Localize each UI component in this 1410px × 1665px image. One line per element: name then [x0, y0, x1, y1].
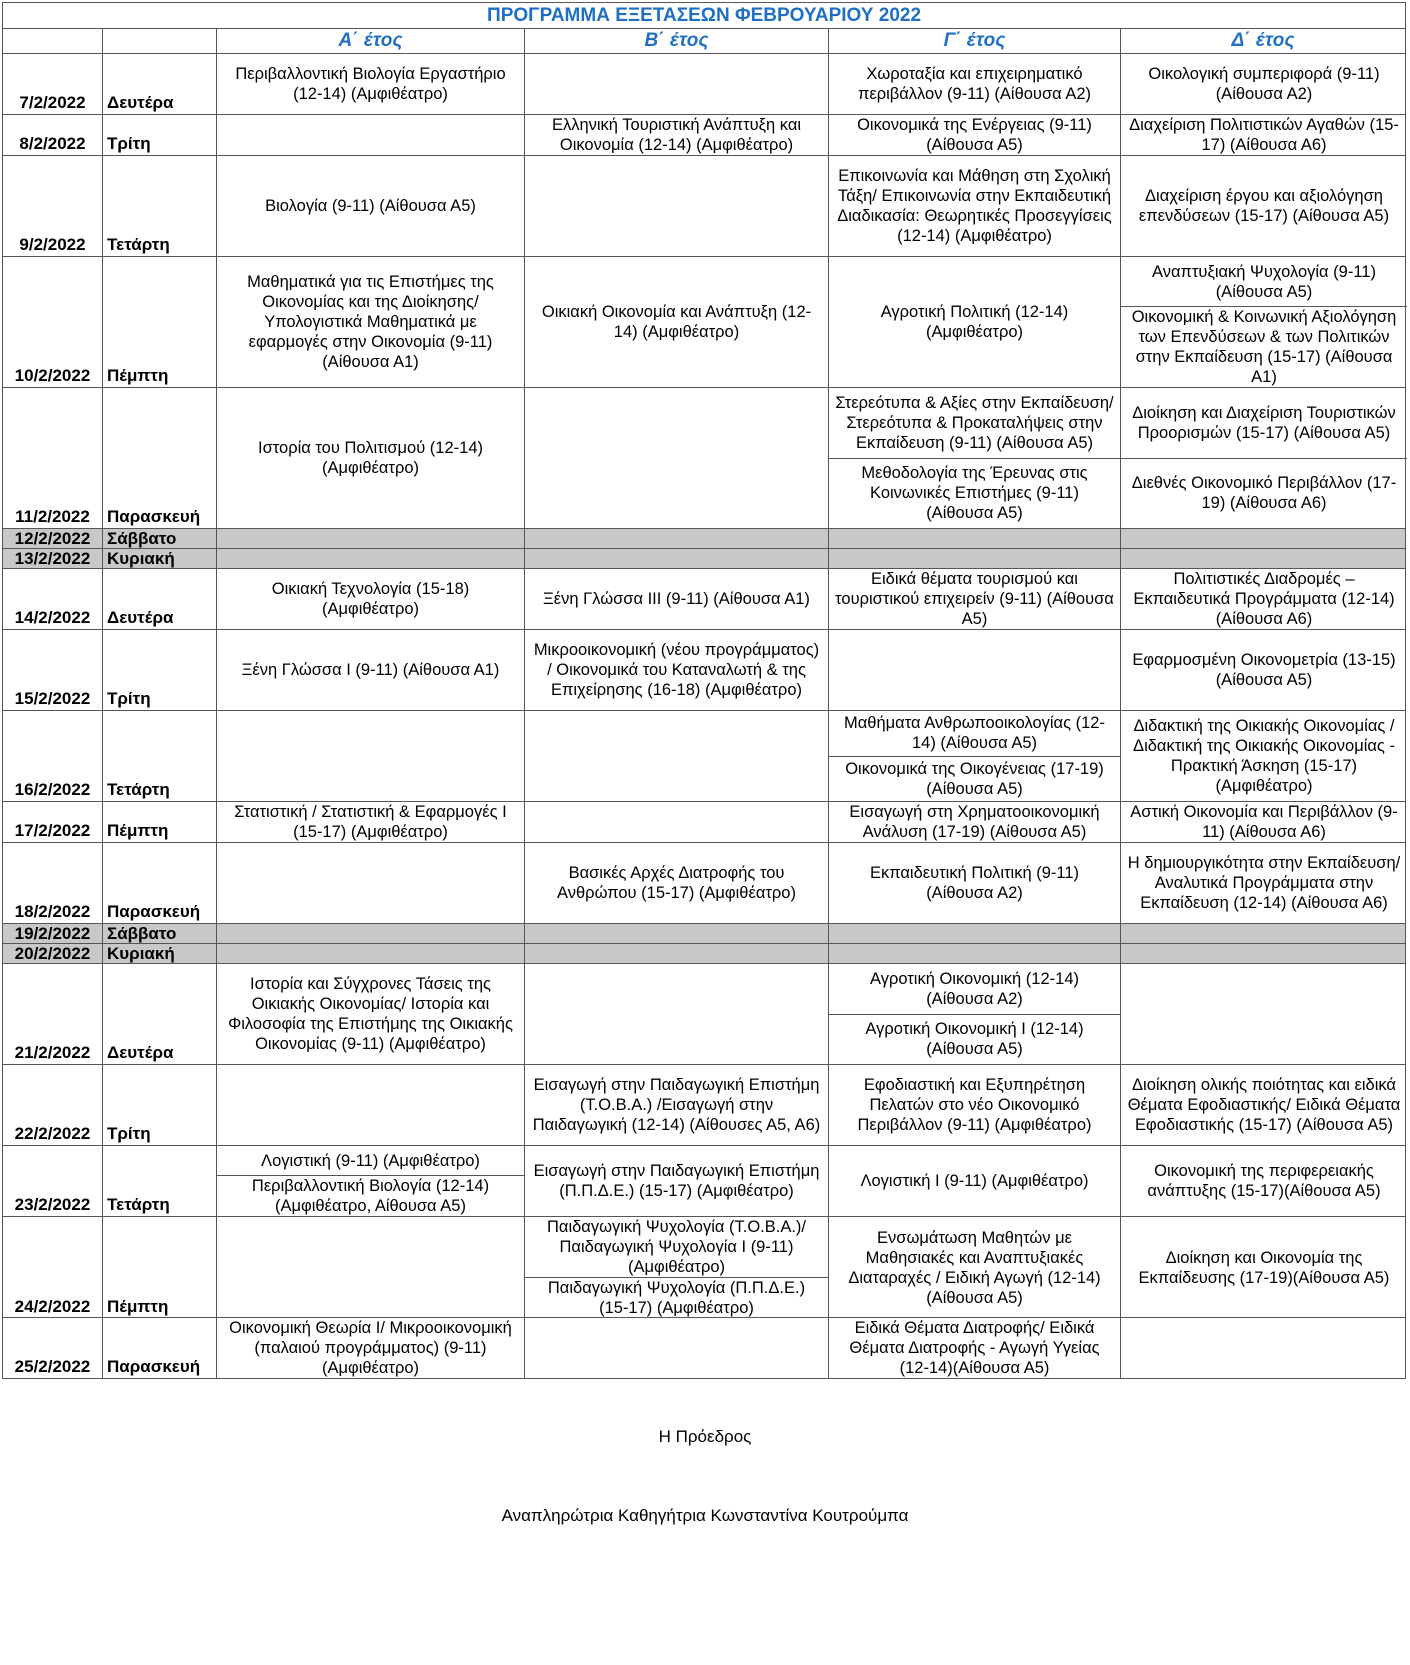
exam-entry: Η δημιουργικότητα στην Εκπαίδευση/ Αναλυτικά Προγράμματα στην Εκπαίδευση (12-14) (Αίθουσα Α6) — [1127, 854, 1401, 912]
date-cell: 14/2/2022 — [3, 569, 103, 629]
header-year-c: Γ΄ έτος — [828, 28, 1120, 53]
header-year-d: Δ΄ έτος — [1120, 28, 1406, 53]
date-cell: 15/2/2022 — [3, 630, 103, 710]
exam-entry: Διοίκηση ολικής ποιότητας και ειδικά Θέματα Εφοδιαστικής/ Ειδικά Θέματα Εφοδιαστικής (15-17) (Αίθουσα Α5) — [1127, 1076, 1401, 1134]
year-c-column — [829, 924, 1121, 945]
exam-entry: Επικοινωνία και Μάθηση στη Σχολική Τάξη/ Επικοινωνία στην Εκπαιδευτική Διαδικασία: Θεωρητικές Προσεγγίσεις (12-14) (Αμφιθέατρο) — [837, 167, 1112, 245]
day-row — [2, 53, 1406, 114]
year-c-column — [829, 388, 1121, 528]
exam-entry: Πολιτιστικές Διαδρομές – Εκπαιδευτικά Προγράμματα (12-14) (Αίθουσα Α6) — [1133, 570, 1395, 628]
date-cell: 9/2/2022 — [3, 156, 103, 256]
year-b-column — [525, 549, 829, 570]
year-b-column — [525, 964, 829, 1064]
weekday-cell: Τρίτη — [103, 630, 217, 710]
year-b-column — [525, 54, 829, 114]
day-row — [2, 256, 1406, 387]
weekday-cell: Τετάρτη — [103, 1146, 217, 1216]
year-a-column — [217, 569, 525, 629]
weekday-cell: Τετάρτη — [103, 156, 217, 256]
weekday-cell: Δευτέρα — [103, 569, 217, 629]
day-row — [2, 710, 1406, 801]
date-cell: 13/2/2022 — [3, 549, 103, 570]
date-cell: 17/2/2022 — [3, 802, 103, 842]
exam-entry: Εισαγωγή στην Παιδαγωγική Επιστήμη (Π.Π.Δ.Ε.) (15-17) (Αμφιθέατρο) — [533, 1162, 820, 1200]
date-cell: 20/2/2022 — [3, 944, 103, 965]
exam-entry: Ελληνική Τουριστική Ανάπτυξη και Οικονομία (12-14) (Αμφιθέατρο) — [551, 116, 802, 154]
date-cell: 10/2/2022 — [3, 257, 103, 387]
exam-entry: Οικονομική Θεωρία Ι/ Μικροοικονομική (παλαιού προγράμματος) (9-11) (Αμφιθέατρο) — [229, 1319, 512, 1377]
weekday-cell: Σάββατο — [103, 529, 217, 550]
year-d-column — [1121, 1065, 1407, 1145]
date-cell: 18/2/2022 — [3, 843, 103, 923]
exam-entry: Λογιστική Ι (9-11) (Αμφιθέατρο) — [860, 1172, 1089, 1190]
day-row — [2, 629, 1406, 710]
day-row — [2, 568, 1406, 629]
exam-entry: Μαθήματα Ανθρωποοικολογίας (12-14) (Αίθουσα Α5) — [844, 714, 1105, 753]
year-b-column — [525, 1217, 829, 1318]
exam-entry: Εκπαιδευτική Πολιτική (9-11) (Αίθουσα Α2) — [869, 864, 1080, 902]
signature-name: Αναπληρώτρια Καθηγήτρια Κωνσταντίνα Κουτρούμπα — [501, 1506, 909, 1525]
weekday-cell: Παρασκευή — [103, 1318, 217, 1378]
year-c-column — [829, 711, 1121, 801]
weekday-cell: Τρίτη — [103, 115, 217, 155]
exam-entry: Χωροταξία και επιχειρηματικό περιβάλλον (9-11) (Αίθουσα Α2) — [857, 65, 1092, 103]
year-c-column — [829, 944, 1121, 965]
day-row — [2, 1317, 1406, 1379]
header-date-blank — [2, 28, 102, 53]
exam-entry: Ιστορία και Σύγχρονες Τάσεις της Οικιακής Οικονομίας/ Ιστορία και Φιλοσοφία της Επιστήμης της Οικιακής Οικονομίας (9-11) (Αμφιθέατρο) — [228, 975, 513, 1053]
exam-entry: Παιδαγωγική Ψυχολογία (Π.Π.Δ.Ε.) (15-17) (Αμφιθέατρο) — [525, 1277, 828, 1318]
day-row — [2, 528, 1406, 548]
year-b-column — [525, 156, 829, 256]
year-d-column — [1121, 54, 1407, 114]
exam-entry: Οικιακή Τεχνολογία (15-18) (Αμφιθέατρο) — [271, 580, 470, 618]
date-cell: 22/2/2022 — [3, 1065, 103, 1145]
year-b-column — [525, 1146, 829, 1216]
year-a-column — [217, 549, 525, 570]
year-c-column — [829, 54, 1121, 114]
year-a-column — [217, 1217, 525, 1318]
year-b-column — [525, 388, 829, 528]
day-row — [2, 1216, 1406, 1317]
exam-entry: Ιστορία του Πολιτισμού (12-14) (Αμφιθέατρο) — [257, 439, 483, 477]
year-a-column — [217, 630, 525, 710]
year-c-column — [829, 115, 1121, 155]
weekday-cell: Παρασκευή — [103, 843, 217, 923]
year-b-column — [525, 1318, 829, 1378]
weekday-cell: Παρασκευή — [103, 388, 217, 528]
day-row — [2, 842, 1406, 923]
exam-schedule-table — [2, 2, 1406, 1379]
schedule-title: ΠΡΟΓΡΑΜΜΑ ΕΞΕΤΑΣΕΩΝ ΦΕΒΡΟΥΑΡΙΟΥ 2022 — [2, 2, 1406, 28]
day-row — [2, 1064, 1406, 1145]
exam-entry: Αγροτική Οικονομική (12-14) (Αίθουσα Α2) — [869, 969, 1079, 1008]
weekday-cell: Κυριακή — [103, 944, 217, 965]
date-cell: 8/2/2022 — [3, 115, 103, 155]
year-c-column — [829, 529, 1121, 550]
weekday-cell: Πέμπτη — [103, 1217, 217, 1318]
exam-entry: Διοίκηση και Οικονομία της Εκπαίδευσης (17-19)(Αίθουσα Α5) — [1138, 1248, 1390, 1287]
year-c-column — [829, 843, 1121, 923]
year-c-column — [829, 1217, 1121, 1318]
day-row — [2, 155, 1406, 256]
exam-entry: Εφαρμοσμένη Οικονομετρία (13-15) (Αίθουσα Α5) — [1132, 651, 1396, 689]
year-d-column — [1121, 630, 1407, 710]
exam-entry: Περιβαλλοντική Βιολογία Εργαστήριο (12-14) (Αμφιθέατρο) — [235, 65, 506, 103]
year-d-column — [1121, 944, 1407, 965]
exam-entry: Βασικές Αρχές Διατροφής του Ανθρώπου (15-17) (Αμφιθέατρο) — [557, 864, 796, 902]
date-cell: 7/2/2022 — [3, 54, 103, 114]
year-d-column — [1121, 711, 1407, 801]
exam-entry: Αγροτική Πολιτική (12-14) (Αμφιθέατρο) — [880, 303, 1069, 341]
year-a-column — [217, 388, 525, 528]
exam-entry: Περιβαλλοντική Βιολογία (12-14) (Αμφιθέατρο, Αίθουσα Α5) — [217, 1175, 524, 1216]
header-year-a: Α΄ έτος — [216, 28, 524, 53]
year-c-column — [829, 569, 1121, 629]
exam-entry: Οικιακή Οικονομία και Ανάπτυξη (12-14) (Αμφιθέατρο) — [541, 303, 812, 341]
year-a-column — [217, 156, 525, 256]
date-cell: 16/2/2022 — [3, 711, 103, 801]
exam-entry: Διεθνές Οικονομικό Περιβάλλον (17-19) (Αίθουσα Α6) — [1121, 458, 1407, 529]
year-b-column — [525, 257, 829, 387]
signature-role: Η Πρόεδρος — [658, 1427, 752, 1446]
day-row — [2, 387, 1406, 528]
exam-entry: Στερεότυπα & Αξίες στην Εκπαίδευση/ Στερεότυπα & Προκαταλήψεις στην Εκπαίδευση (9-11) (Αίθουσα Α5) — [835, 393, 1114, 452]
year-a-column — [217, 1065, 525, 1145]
year-b-column — [525, 924, 829, 945]
year-b-column — [525, 711, 829, 801]
exam-entry: Διαχείριση έργου και αξιολόγηση επενδύσεων (15-17) (Αίθουσα Α5) — [1138, 187, 1390, 225]
year-d-column — [1121, 549, 1407, 570]
exam-entry: Μαθηματικά για τις Επιστήμες της Οικονομίας και της Διοίκησης/ Υπολογιστικά Μαθηματικά με εφαρμογές στην Οικονομία (9-11) (Αίθουσα Α1) — [247, 273, 494, 371]
exam-entry: Ενσωμάτωση Μαθητών με Μαθησιακές και Αναπτυξιακές Διαταραχές / Ειδική Αγωγή (12-14) (Αίθουσα Α5) — [848, 1228, 1101, 1307]
year-d-column — [1121, 529, 1407, 550]
exam-entry: Εφοδιαστική και Εξυπηρέτηση Πελατών στο νέο Οικονομικό Περιβάλλον (9-11) (Αμφιθέατρο) — [857, 1076, 1092, 1134]
year-c-column — [829, 802, 1121, 842]
exam-entry: Στατιστική / Στατιστική & Εφαρμογές Ι (15-17) (Αμφιθέατρο) — [234, 803, 507, 841]
year-d-column — [1121, 1217, 1407, 1318]
day-row — [2, 963, 1406, 1064]
year-a-column — [217, 802, 525, 842]
year-d-column — [1121, 964, 1407, 1064]
year-d-column — [1121, 388, 1407, 528]
exam-entry: Διαχείριση Πολιτιστικών Αγαθών (15-17) (Αίθουσα Α6) — [1129, 116, 1399, 154]
weekday-cell: Τρίτη — [103, 1065, 217, 1145]
year-c-column — [829, 257, 1121, 387]
exam-entry: Μικροοικονομική (νέου προγράμματος) / Οικονομικά του Καταναλωτή & της Επιχείρησης (16-18) (Αμφιθέατρο) — [533, 641, 820, 699]
exam-entry: Οικονομική & Κοινωνική Αξιολόγηση των Επενδύσεων & των Πολιτικών στην Εκπαίδευση (15-17) (Αίθουσα Α1) — [1121, 306, 1407, 387]
year-b-column — [525, 529, 829, 550]
weekday-cell: Σάββατο — [103, 924, 217, 945]
exam-entry: Οικονομική της περιφερειακής ανάπτυξης (15-17)(Αίθουσα Α5) — [1147, 1162, 1381, 1200]
exam-entry: Ξένη Γλώσσα Ι (9-11) (Αίθουσα Α1) — [241, 661, 500, 679]
date-cell: 24/2/2022 — [3, 1217, 103, 1318]
year-d-column — [1121, 843, 1407, 923]
year-c-column — [829, 964, 1121, 1064]
year-a-column — [217, 843, 525, 923]
day-row — [2, 923, 1406, 943]
date-cell: 21/2/2022 — [3, 964, 103, 1064]
year-d-column — [1121, 257, 1407, 387]
exam-entry: Αναπτυξιακή Ψυχολογία (9-11) (Αίθουσα Α5) — [1152, 262, 1376, 301]
exam-entry: Μεθοδολογία της Έρευνας στις Κοινωνικές Επιστήμες (9-11) (Αίθουσα Α5) — [829, 458, 1120, 529]
year-a-column — [217, 944, 525, 965]
year-c-column — [829, 549, 1121, 570]
exam-entry: Αστική Οικονομία και Περιβάλλον (9-11) (Αίθουσα Α6) — [1130, 803, 1398, 841]
date-cell: 12/2/2022 — [3, 529, 103, 550]
year-b-column — [525, 843, 829, 923]
weekday-cell: Πέμπτη — [103, 257, 217, 387]
year-c-column — [829, 630, 1121, 710]
weekday-cell: Δευτέρα — [103, 964, 217, 1064]
exam-entry: Οικολογική συμπεριφορά (9-11) (Αίθουσα Α2) — [1148, 65, 1380, 103]
date-cell: 23/2/2022 — [3, 1146, 103, 1216]
year-c-column — [829, 1146, 1121, 1216]
year-d-column — [1121, 1146, 1407, 1216]
date-cell: 11/2/2022 — [3, 388, 103, 528]
day-row — [2, 1145, 1406, 1216]
year-a-column — [217, 257, 525, 387]
year-a-column — [217, 964, 525, 1064]
date-cell: 25/2/2022 — [3, 1318, 103, 1378]
year-d-column — [1121, 924, 1407, 945]
year-c-column — [829, 156, 1121, 256]
year-b-column — [525, 802, 829, 842]
year-c-column — [829, 1065, 1121, 1145]
year-d-column — [1121, 569, 1407, 629]
year-a-column — [217, 1318, 525, 1378]
year-b-column — [525, 569, 829, 629]
weekday-cell: Δευτέρα — [103, 54, 217, 114]
exam-entry: Εισαγωγή στη Χρηματοοικονομική Ανάλυση (17-19) (Αίθουσα Α5) — [849, 803, 1100, 841]
year-a-column — [217, 1146, 525, 1216]
exam-entry: Οικονομικά της Οικογένειας (17-19) (Αίθουσα Α5) — [829, 756, 1120, 802]
year-d-column — [1121, 802, 1407, 842]
weekday-cell: Κυριακή — [103, 549, 217, 570]
day-row — [2, 548, 1406, 568]
exam-entry: Παιδαγωγική Ψυχολογία (Τ.Ο.Β.Α.)/ Παιδαγωγική Ψυχολογία Ι (9-11) (Αμφιθέατρο) — [546, 1218, 807, 1276]
day-row — [2, 801, 1406, 842]
weekday-cell: Τετάρτη — [103, 711, 217, 801]
year-c-column — [829, 1318, 1121, 1378]
year-b-column — [525, 944, 829, 965]
year-a-column — [217, 924, 525, 945]
year-a-column — [217, 54, 525, 114]
exam-entry: Οικονομικά της Ενέργειας (9-11) (Αίθουσα Α5) — [857, 116, 1092, 154]
year-b-column — [525, 630, 829, 710]
weekday-cell: Πέμπτη — [103, 802, 217, 842]
year-d-column — [1121, 1318, 1407, 1378]
year-a-column — [217, 529, 525, 550]
year-a-column — [217, 711, 525, 801]
exam-entry: Αγροτική Οικονομική Ι (12-14) (Αίθουσα Α5) — [829, 1014, 1120, 1065]
exam-entry: Ξένη Γλώσσα ΙΙΙ (9-11) (Αίθουσα Α1) — [543, 590, 810, 608]
exam-entry: Ειδικά Θέματα Διατροφής/ Ειδικά Θέματα Διατροφής - Αγωγή Υγείας (12-14)(Αίθουσα Α5) — [849, 1319, 1100, 1377]
exam-entry: Βιολογία (9-11) (Αίθουσα Α5) — [265, 197, 476, 215]
year-header-row — [2, 28, 1406, 53]
header-weekday-blank — [102, 28, 216, 53]
schedule-rows — [2, 53, 1406, 1379]
exam-entry: Εισαγωγή στην Παιδαγωγική Επιστήμη (Τ.Ο.Β.Α.) /Εισαγωγή στην Παιδαγωγική (12-14) (Αίθουσες Α5, Α6) — [532, 1076, 821, 1134]
year-d-column — [1121, 156, 1407, 256]
day-row — [2, 943, 1406, 963]
exam-entry: Διδακτική της Οικιακής Οικονομίας / Διδακτική της Οικιακής Οικονομίας - Πρακτική Άσκηση (15-17) (Αμφιθέατρο) — [1133, 717, 1395, 795]
header-year-b: Β΄ έτος — [524, 28, 828, 53]
exam-entry: Λογιστική (9-11) (Αμφιθέατρο) — [261, 1151, 480, 1170]
exam-entry: Ειδικά θέματα τουρισμού και τουριστικού επιχειρείν (9-11) (Αίθουσα Α5) — [835, 570, 1114, 628]
date-cell: 19/2/2022 — [3, 924, 103, 945]
year-b-column — [525, 115, 829, 155]
year-b-column — [525, 1065, 829, 1145]
exam-entry: Διοίκηση και Διαχείριση Τουριστικών Προορισμών (15-17) (Αίθουσα Α5) — [1132, 403, 1396, 442]
year-d-column — [1121, 115, 1407, 155]
day-row — [2, 114, 1406, 155]
year-a-column — [217, 115, 525, 155]
